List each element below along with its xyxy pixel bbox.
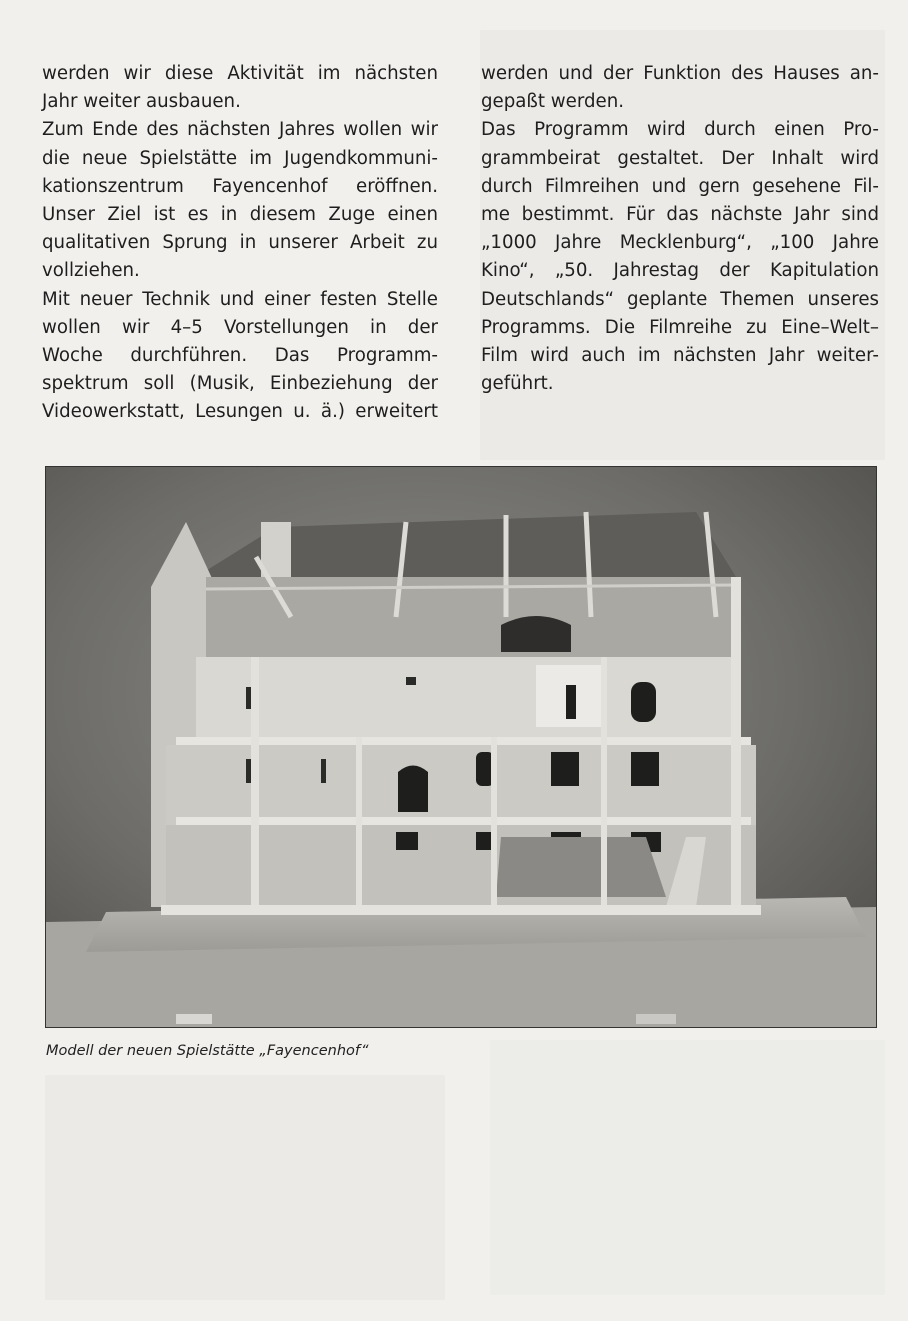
bleed-through-block-bottom-right bbox=[490, 1040, 885, 1295]
text-line: vollziehen. bbox=[42, 260, 140, 282]
text-line: Programms. Die Filmreihe zu Eine–Welt– bbox=[481, 316, 879, 338]
text-line: Das Programm wird durch einen Pro- bbox=[481, 119, 879, 141]
text-line: Woche durchführen. Das Programm- bbox=[42, 345, 438, 367]
text-line: die neue Spielstätte im Jugendkommuni- bbox=[42, 147, 438, 169]
model-illustration bbox=[46, 467, 876, 1027]
text-line: grammbeirat gestaltet. Der Inhalt wird bbox=[481, 147, 879, 169]
text-line: Film wird auch im nächsten Jahr weiter- bbox=[481, 345, 879, 367]
text-line: Deutschlands“ geplante Themen unseres bbox=[481, 288, 879, 310]
text-line: durch Filmreihen und gern gesehene Fil- bbox=[481, 175, 879, 197]
building-model-photo bbox=[45, 466, 877, 1028]
text-line: gepaßt werden. bbox=[481, 91, 625, 113]
text-line: Videowerkstatt, Lesungen u. ä.) erweitert bbox=[42, 401, 438, 423]
bleed-through-block-bottom-left bbox=[45, 1075, 445, 1300]
text-line: qualitativen Sprung in unserer Arbeit zu bbox=[42, 232, 438, 254]
text-column-left bbox=[42, 60, 438, 427]
text-column-right bbox=[481, 60, 879, 398]
text-line: „1000 Jahre Mecklenburg“, „100 Jahre bbox=[481, 232, 879, 254]
text-line: geführt. bbox=[481, 373, 554, 395]
text-line: Unser Ziel ist es in diesem Zuge einen bbox=[42, 204, 438, 226]
text-line: Mit neuer Technik und einer festen Stelle bbox=[42, 288, 438, 310]
figure-caption: Modell der neuen Spielstätte „Fayencenhof“ bbox=[46, 1043, 369, 1059]
text-line: kationszentrum Fayencenhof eröffnen. bbox=[42, 175, 438, 197]
text-line: Zum Ende des nächsten Jahres wollen wir bbox=[42, 119, 438, 141]
text-line: werden und der Funktion des Hauses an- bbox=[481, 63, 879, 84]
text-line: werden wir diese Aktivität im nächsten bbox=[42, 63, 438, 84]
text-line: wollen wir 4–5 Vorstellungen in der bbox=[42, 316, 438, 338]
text-line: spektrum soll (Musik, Einbeziehung der bbox=[42, 373, 438, 395]
text-line: Jahr weiter ausbauen. bbox=[42, 91, 241, 113]
text-line: Kino“, „50. Jahrestag der Kapitulation bbox=[481, 260, 879, 282]
text-line: me bestimmt. Für das nächste Jahr sind bbox=[481, 204, 879, 226]
